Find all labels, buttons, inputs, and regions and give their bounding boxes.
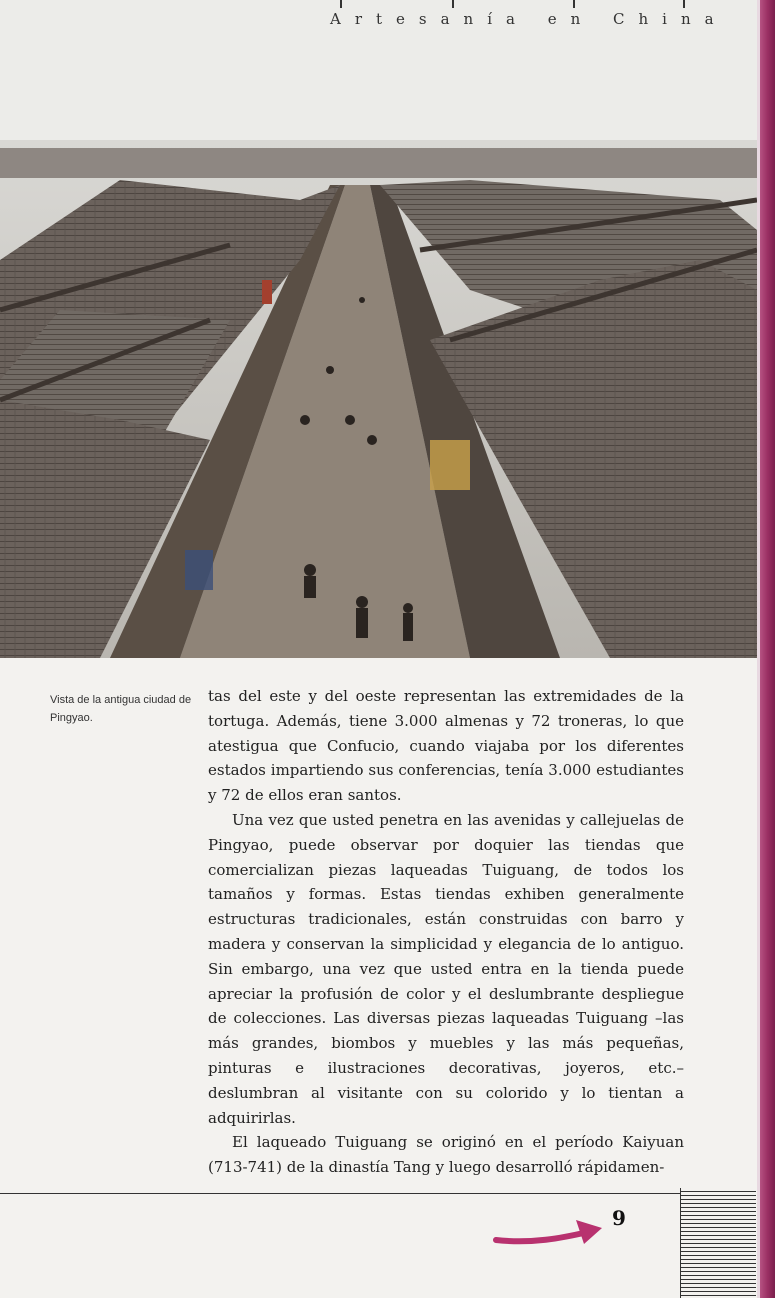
paragraph: Una vez que usted penetra en las avenidas y callejuelas de Pingyao, puede observar por doquier las tiendas que comercializan piezas laqueadas Tuiguang, de todos los tamaños y formas. Estas tiendas exhiben generalmente estructuras tradicionales, están construidas con barro y madera y conservan la simplicidad y elegancia de lo antiguo. Sin embargo, una vez que usted entra en la tienda puede apreciar la profusión de color y el deslumbrante despliegue de colecciones. Las diversas piezas laqueadas Tuiguang –las más grandes, biombos y muebles y las más pequeñas, pinturas e ilustraciones decorativas, joyeros, etc.– deslumbran al visitante con su colorido y lo tientan a adquirirlas. xyxy=(208,810,684,1127)
header-tick xyxy=(452,0,454,8)
running-header xyxy=(0,0,757,140)
footer-rule xyxy=(0,1193,680,1194)
header-tick xyxy=(683,0,685,8)
arrow-right-icon xyxy=(492,1214,607,1254)
paragraph: El laqueado Tuiguang se originó en el período Kaiyuan (713-741) de la dinastía Tang y luego desarrolló rápidamen- xyxy=(208,1133,684,1177)
paragraph: tas del este y del oeste representan las extremidades de la tortuga. Además, tiene 3.000 almenas y 72 troneras, lo que atestigua que Confucio, cuando viajaba por los diferentes estados impartiendo sus conferencias, tenía 3.000 estudiantes y 72 de ellos eran santos. xyxy=(208,687,684,805)
footer-stripes xyxy=(680,1188,756,1298)
running-header-title: Artesanía en China xyxy=(330,10,728,28)
street-photo-image xyxy=(0,140,757,658)
street-photo xyxy=(0,140,757,658)
page-number: 9 xyxy=(612,1206,626,1230)
header-tick xyxy=(573,0,575,8)
page-edge xyxy=(757,0,775,1298)
header-tick xyxy=(340,0,342,8)
body-text xyxy=(208,684,684,1180)
photo-caption: Vista de la antigua ciudad de Pingyao. xyxy=(50,694,192,724)
